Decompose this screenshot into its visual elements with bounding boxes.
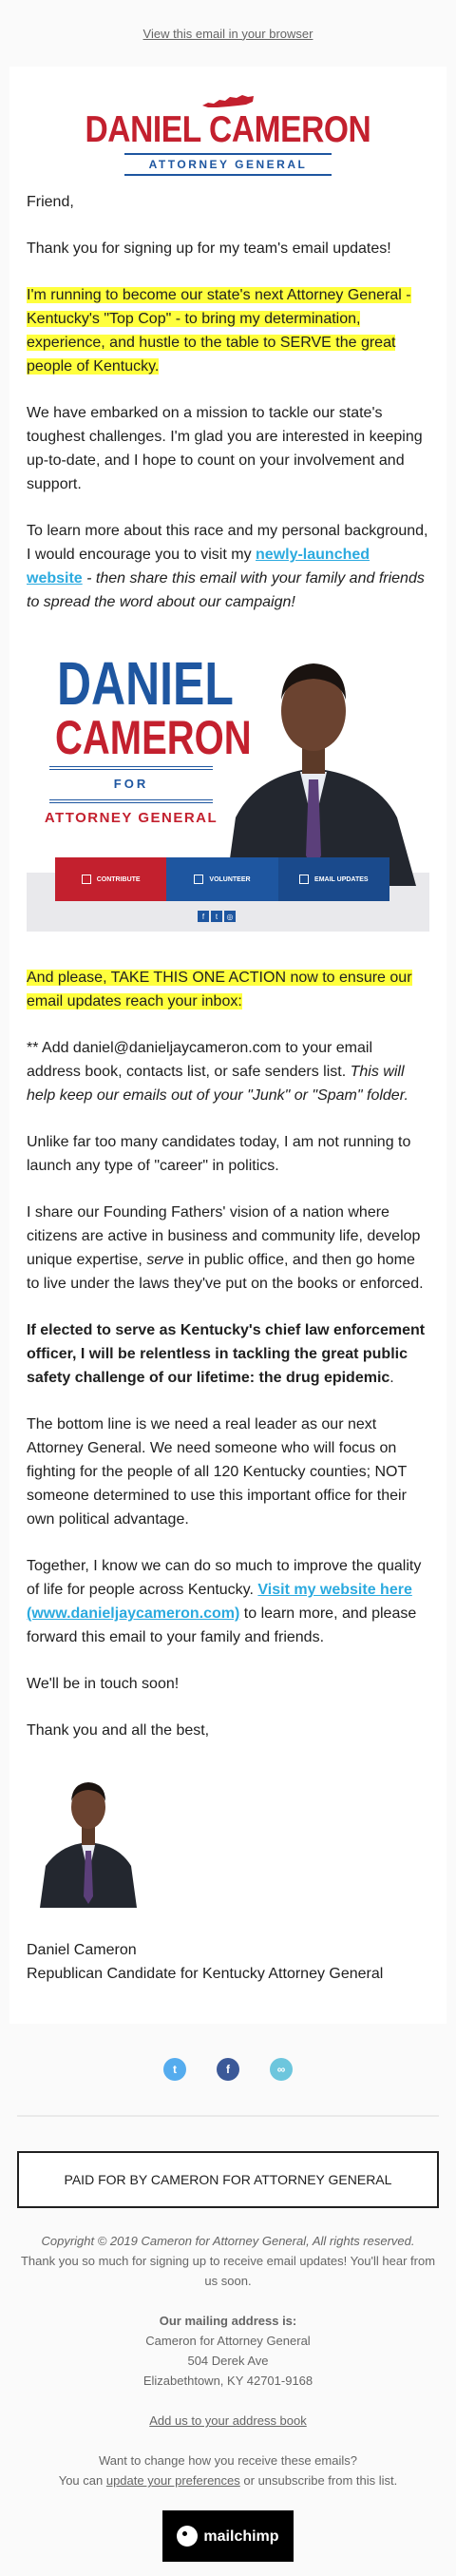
- elected-bold: If elected to serve as Kentucky's chief law enforcement officer, I will be relentless in tackling the great public safety challenge of our lifetime: the drug epidemic: [27, 1322, 426, 1386]
- website-link[interactable]: newly-launched website: [27, 547, 370, 586]
- social-links: [0, 2024, 456, 2115]
- email-body: [10, 190, 446, 2024]
- update-preferences-link[interactable]: update your preferences: [105, 2473, 240, 2488]
- link-icon[interactable]: ∞: [270, 2058, 293, 2081]
- street: 504 Derek Ave: [187, 2354, 269, 2368]
- founders-italic: serve: [146, 1252, 184, 1268]
- email-card: [10, 67, 446, 2024]
- greeting: Friend,: [27, 194, 74, 210]
- signature-photo: [27, 1765, 150, 1908]
- preheader: [0, 0, 456, 67]
- career-paragraph: Unlike far too many candidates today, I am not running to launch any type of "career" in politics.: [27, 1134, 411, 1174]
- footer-copyright-block: [17, 2231, 439, 2291]
- logo-rule: [124, 153, 332, 155]
- or-text: or: [239, 2473, 258, 2488]
- add-to-address-book-link[interactable]: Add us to your address book: [149, 2413, 307, 2428]
- you-can-text: You can: [58, 2473, 106, 2488]
- contribute-label: CONTRIBUTE: [96, 875, 141, 883]
- unsubscribe-text[interactable]: unsubscribe from this list: [257, 2473, 394, 2488]
- highlighted-text: And please, TAKE THIS ONE ACTION now to ensure our email updates reach your inbox:: [27, 970, 412, 1009]
- learn-text: To learn more about this race and my personal background, I would encourage you to visit my: [27, 523, 428, 563]
- mailchimp-logo-icon: [177, 2526, 198, 2547]
- hero-first-name: DANIEL: [57, 649, 234, 718]
- hero-rule: [49, 766, 213, 770]
- copyright: Copyright © 2019 Cameron for Attorney General, All rights reserved.: [41, 2234, 415, 2248]
- thanks-paragraph: Thank you for signing up for my team's email updates!: [27, 240, 391, 257]
- action-paragraph: [27, 966, 429, 1013]
- address-book-row: [17, 2411, 439, 2431]
- running-paragraph: [27, 283, 429, 378]
- founders-text: I share our Founding Fathers' vision of a nation where citizens are active in business and community life, develop unique expertise,: [27, 1204, 421, 1268]
- elected-paragraph: [27, 1318, 429, 1390]
- learn-italic: - then share this email with your family and friends to spread the word about our campaign!: [27, 570, 425, 610]
- hero-banner-image[interactable]: [27, 637, 429, 943]
- hero-for: FOR: [113, 777, 149, 791]
- envelope-icon: [299, 875, 309, 884]
- together-text-end: to learn more, and please forward this email to your family and friends.: [27, 1605, 417, 1645]
- twitter-icon[interactable]: t: [163, 2058, 186, 2081]
- facebook-icon[interactable]: f: [198, 911, 209, 922]
- hero-buttons: [55, 857, 390, 901]
- signup-reason: Thank you so much for signing up to receive email updates! You'll hear from us soon.: [20, 2254, 436, 2288]
- founders-paragraph: [27, 1201, 429, 1296]
- hero-rule: [49, 799, 213, 803]
- period-text: .: [393, 2473, 398, 2488]
- logo-name: DANIEL CAMERON: [85, 109, 371, 150]
- checkbox-icon: [82, 875, 91, 884]
- add-italic: This will help keep our emails out of your "Junk" or "Spam" folder.: [27, 1064, 408, 1104]
- elected-end: .: [390, 1370, 394, 1386]
- instagram-icon[interactable]: ◎: [224, 911, 236, 922]
- signature-block: [27, 1938, 429, 1986]
- founders-text-end: in public office, and then go home to live under the laws they've put on the books or enforced.: [27, 1252, 424, 1292]
- website-link[interactable]: Visit my website here (www.danieljaycameron.com): [27, 1582, 412, 1622]
- view-in-browser-link[interactable]: View this email in your browser: [142, 26, 314, 41]
- volunteer-label: VOLUNTEER: [209, 875, 251, 883]
- in-touch-paragraph: We'll be in touch soon!: [27, 1676, 180, 1692]
- mailing-address: [17, 2311, 439, 2391]
- hero-office: ATTORNEY GENERAL: [44, 810, 218, 826]
- logo-rule: [124, 174, 332, 176]
- checkbox-icon: [194, 875, 203, 884]
- city: Elizabethtown, KY 42701-9168: [142, 2374, 314, 2388]
- twitter-icon[interactable]: t: [211, 911, 222, 922]
- paid-for-box: PAID FOR BY CAMERON FOR ATTORNEY GENERAL: [17, 2151, 439, 2208]
- org-name: Cameron for Attorney General: [145, 2334, 311, 2348]
- facebook-icon[interactable]: f: [217, 2058, 239, 2081]
- learn-paragraph: [27, 519, 429, 614]
- bottom-line-paragraph: The bottom line is we need a real leader as our next Attorney General. We need someone who will focus on fighting for the people of all 120 Kentucky counties; NOT someone determined to use this important office for their own political advantage.: [27, 1416, 407, 1528]
- add-text: ** Add daniel@danieljaycameron.com to your email address book, contacts list, or safe senders list.: [27, 1040, 372, 1080]
- email-updates-label: EMAIL UPDATES: [314, 875, 369, 883]
- mailchimp-badge[interactable]: [162, 2510, 294, 2562]
- hero-last-name: CAMERON: [55, 711, 252, 764]
- mailing-label: Our mailing address is:: [159, 2314, 297, 2328]
- together-text: Together, I know we can do so much to improve the quality of life for people across Kentucky.: [27, 1558, 422, 1598]
- change-question: Want to change how you receive these emails?: [99, 2453, 357, 2468]
- campaign-logo: [10, 67, 446, 190]
- highlighted-text: I'm running to become our state's next Attorney General - Kentucky's "Top Cop" - to bring my determination, experience, and hustle to the table to SERVE the great people of Kentucky.: [27, 287, 411, 375]
- logo-subtitle: ATTORNEY GENERAL: [148, 158, 308, 171]
- footer-divider: [17, 2115, 439, 2117]
- mission-paragraph: We have embarked on a mission to tackle our state's toughest challenges. I'm glad you are interested in keeping up-to-date, and I hope to count on your involvement and support.: [27, 405, 423, 492]
- preferences-block: [17, 2451, 439, 2490]
- hero-social-icons: [198, 911, 236, 922]
- volunteer-button[interactable]: [166, 857, 277, 901]
- mailchimp-label: mailchimp: [203, 2528, 279, 2545]
- together-paragraph: [27, 1554, 429, 1649]
- email-updates-button[interactable]: [278, 857, 390, 901]
- contribute-button[interactable]: [55, 857, 166, 901]
- signature-title: Republican Candidate for Kentucky Attorney General: [27, 1966, 384, 1982]
- candidate-portrait: [198, 637, 429, 886]
- footer: [0, 2208, 456, 2562]
- add-address-paragraph: [27, 1036, 429, 1107]
- closing-paragraph: Thank you and all the best,: [27, 1722, 210, 1739]
- signature-name: Daniel Cameron: [27, 1942, 137, 1958]
- kentucky-state-icon: [200, 94, 256, 109]
